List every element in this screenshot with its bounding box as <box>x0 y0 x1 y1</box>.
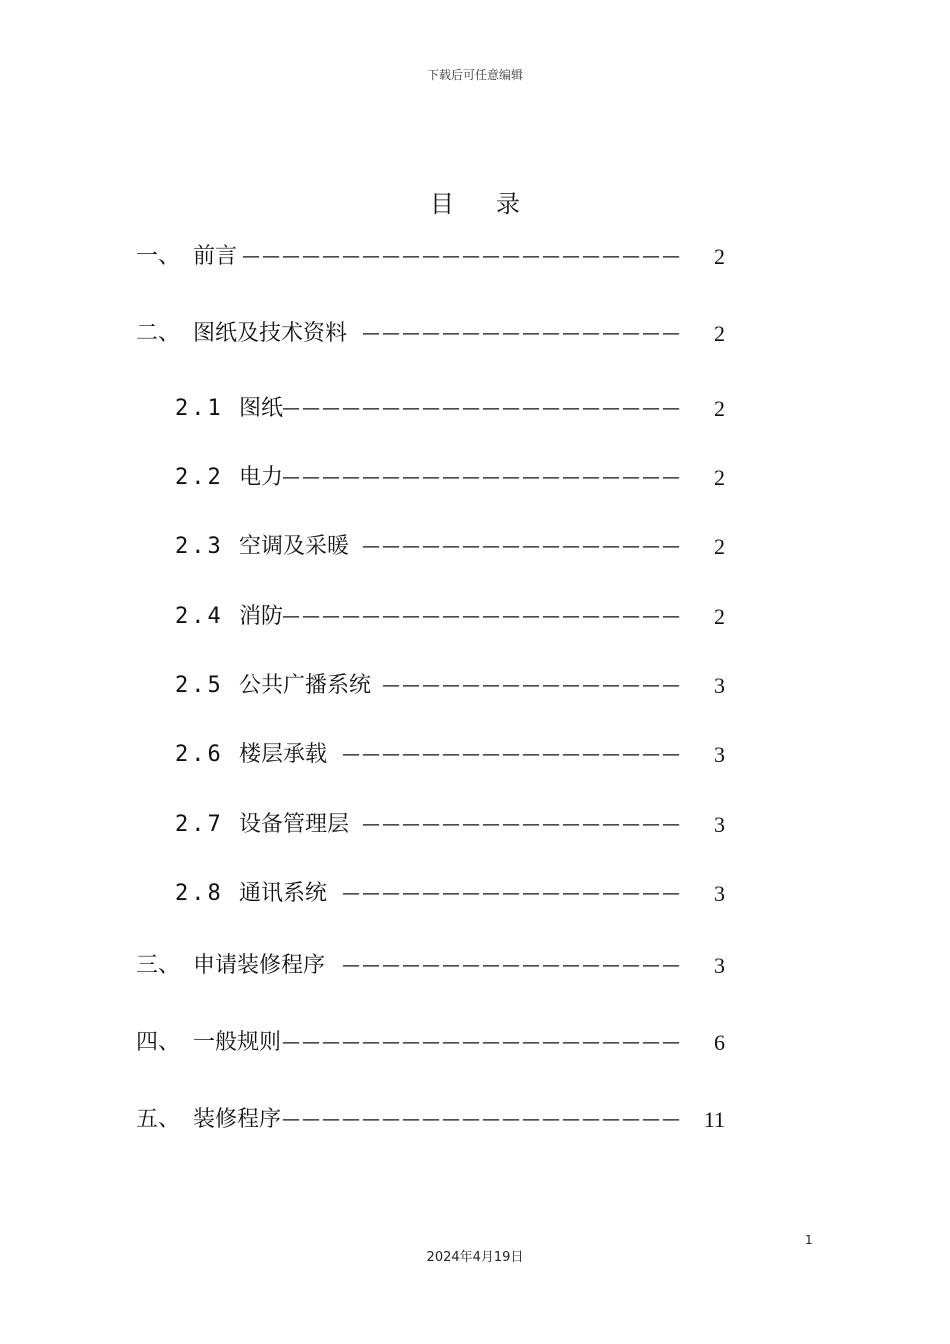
toc-entry-number: 2.6 <box>175 742 224 767</box>
page-footer-date: 2024年4月19日 <box>426 1250 524 1265</box>
toc-entry-number: 2.4 <box>175 604 224 629</box>
toc-page-number: 3 <box>714 812 725 837</box>
toc-page-number: 11 <box>703 1107 725 1132</box>
toc-entry-label: 图纸及技术资料 <box>193 321 348 346</box>
toc-entry-number: 2.8 <box>175 881 224 906</box>
toc-entry-application-procedure[interactable] <box>0 948 950 984</box>
toc-entry-number: 五、 <box>136 1107 181 1132</box>
page-number: 1 <box>805 1233 813 1247</box>
toc-entry-general-rules[interactable] <box>0 1025 950 1061</box>
toc-page-number: 3 <box>714 881 725 906</box>
toc-page-number: 3 <box>714 953 725 978</box>
toc-page-number: 2 <box>714 396 725 421</box>
toc-entry-2-7[interactable] <box>0 807 950 843</box>
toc-entry-preface[interactable] <box>0 239 950 275</box>
toc-entry-number: 2.3 <box>175 534 224 559</box>
toc-leader: ———————————————— <box>362 536 682 557</box>
toc-leader: ————————————————— <box>342 955 682 976</box>
toc-entry-number: 一、 <box>136 244 181 269</box>
toc-entry-number: 2.2 <box>175 465 224 490</box>
toc-page-number: 2 <box>714 321 725 346</box>
toc-entry-2-3[interactable] <box>0 529 950 565</box>
toc-leader: ———————————————— <box>362 323 682 344</box>
toc-title: 目录 <box>430 190 562 218</box>
toc-entry-label: 楼层承载 <box>239 742 328 767</box>
toc-leader: ———————————————— <box>362 814 682 835</box>
toc-page-number: 2 <box>714 604 725 629</box>
toc-entry-label: 一般规则 <box>193 1030 282 1055</box>
toc-entry-number: 三、 <box>136 953 181 978</box>
toc-page-number: 3 <box>714 742 725 767</box>
toc-entry-2-2[interactable] <box>0 460 950 496</box>
toc-leader: —————————————————————— <box>242 246 682 267</box>
toc-page-number: 2 <box>714 534 725 559</box>
toc-leader: ——————————————— <box>382 675 682 696</box>
toc-entry-2-4[interactable] <box>0 599 950 635</box>
toc-entry-number: 四、 <box>136 1030 181 1055</box>
toc-leader: ————————————————— <box>342 883 682 904</box>
toc-entry-label: 公共广播系统 <box>239 673 372 698</box>
toc-leader: ———————————————————— <box>282 1032 682 1053</box>
toc-entry-label: 申请装修程序 <box>193 953 326 978</box>
toc-entry-number: 2.5 <box>175 673 224 698</box>
toc-entry-drawings-technical[interactable] <box>0 316 950 352</box>
toc-leader: ———————————————————— <box>282 606 682 627</box>
toc-page-number: 3 <box>714 673 725 698</box>
page-header: 下载后可任意编辑 <box>426 68 523 82</box>
toc-entry-label: 前言 <box>193 244 238 269</box>
toc-leader: ———————————————————— <box>282 398 682 419</box>
toc-entry-renovation-procedure[interactable] <box>0 1102 950 1138</box>
toc-page-number: 2 <box>714 244 725 269</box>
toc-leader: ———————————————————— <box>282 1109 682 1130</box>
toc-entry-label: 消防 <box>239 604 284 629</box>
toc-entry-2-6[interactable] <box>0 737 950 773</box>
toc-entry-label: 通讯系统 <box>239 881 328 906</box>
toc-entry-number: 2.7 <box>175 812 224 837</box>
toc-page-number: 2 <box>714 465 725 490</box>
toc-entry-2-1[interactable] <box>0 391 950 427</box>
toc-page-number: 6 <box>714 1030 725 1055</box>
toc-entry-number: 二、 <box>136 321 181 346</box>
toc-leader: ————————————————— <box>342 744 682 765</box>
toc-entry-label: 空调及采暖 <box>239 534 350 559</box>
toc-entry-label: 电力 <box>239 465 284 490</box>
toc-entry-label: 装修程序 <box>193 1107 282 1132</box>
toc-entry-label: 设备管理层 <box>239 812 350 837</box>
toc-leader: ———————————————————— <box>282 467 682 488</box>
toc-entry-label: 图纸 <box>239 396 284 421</box>
toc-entry-2-8[interactable] <box>0 876 950 912</box>
toc-entry-2-5[interactable] <box>0 668 950 704</box>
toc-entry-number: 2.1 <box>175 396 224 421</box>
